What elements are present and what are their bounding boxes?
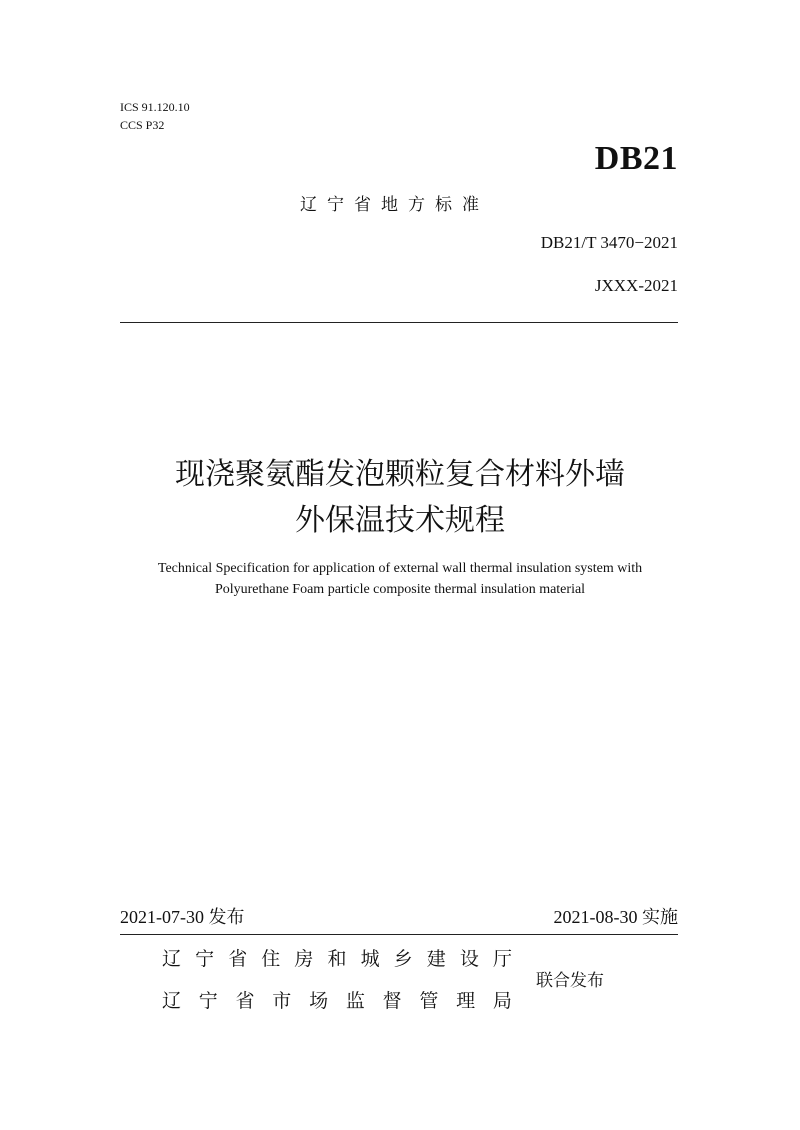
standard-number: DB21/T 3470−2021	[540, 233, 678, 252]
english-title-line-2: Polyurethane Foam particle composite thermal insulation material	[214, 582, 586, 597]
issue-date: 2021-07-30 发布	[120, 907, 245, 927]
issuer-char: 住	[261, 948, 281, 970]
top-divider	[120, 322, 678, 323]
issuer-char: 房	[294, 948, 314, 970]
joint-issue-label: 联合发布	[536, 971, 604, 991]
issuer-char: 理	[456, 990, 476, 1012]
ics-code: ICS 91.120.10	[120, 100, 190, 114]
issuer-char: 城	[360, 948, 380, 970]
issuer-char: 宁	[195, 948, 215, 970]
issuer-char: 厅	[492, 948, 512, 970]
issuer-char: 辽	[162, 948, 182, 970]
issuer-market-supervision	[162, 986, 512, 1013]
ccs-code: CCS P32	[120, 118, 165, 132]
issuer-char: 和	[327, 948, 347, 970]
english-title	[100, 558, 700, 600]
issuer-char: 宁	[198, 990, 218, 1012]
document-title	[100, 452, 700, 544]
issuer-char: 场	[309, 990, 329, 1012]
standard-type: 辽宁省地方标准	[300, 195, 489, 215]
issuer-char: 省	[228, 948, 248, 970]
issuer-char: 管	[419, 990, 439, 1012]
bottom-divider	[120, 934, 678, 935]
title-line-1: 现浇聚氨酯发泡颗粒复合材料外墙	[175, 457, 625, 492]
issuer-housing-department	[162, 944, 512, 971]
issuer-char: 建	[426, 948, 446, 970]
issuer-char: 局	[492, 990, 512, 1012]
db-mark: DB21	[594, 140, 678, 177]
issuer-char: 监	[345, 990, 365, 1012]
title-line-2: 外保温技术规程	[295, 503, 505, 538]
issuer-char: 辽	[162, 990, 182, 1012]
alt-standard-number: JXXX-2021	[594, 276, 678, 295]
implementation-date: 2021-08-30 实施	[553, 907, 678, 927]
issuer-char: 设	[459, 948, 479, 970]
issuer-char: 市	[272, 990, 292, 1012]
classification-codes	[120, 98, 190, 134]
english-title-line-1: Technical Specification for application of external wall thermal insulation system with	[157, 561, 643, 576]
issuer-char: 省	[235, 990, 255, 1012]
issuer-char: 督	[382, 990, 402, 1012]
issuer-char: 乡	[393, 948, 413, 970]
